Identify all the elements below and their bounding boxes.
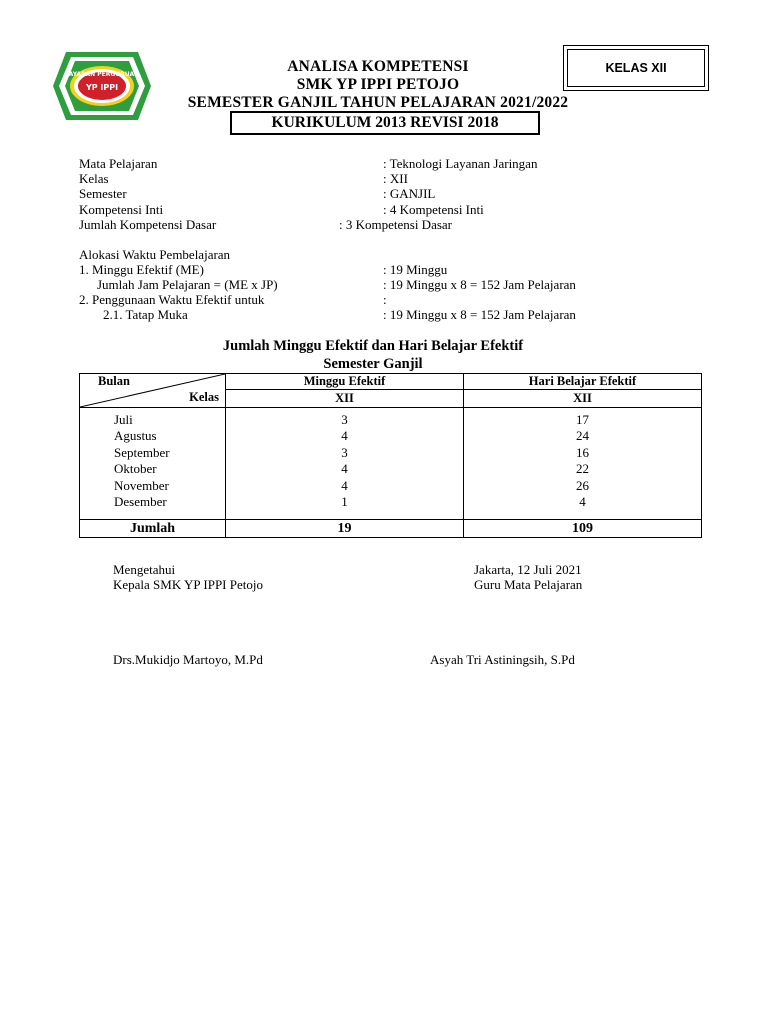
hari-column bbox=[464, 408, 702, 520]
kelas-badge-label: KELAS XII bbox=[567, 49, 705, 87]
title-line-2: SMK YP IPPI PETOJO bbox=[296, 76, 460, 93]
title-line-3: SEMESTER GANJIL TAHUN PELAJARAN 2021/2022 bbox=[187, 94, 569, 111]
effective-days-table bbox=[79, 373, 702, 538]
hari-cell: 24 bbox=[576, 428, 589, 444]
minggu-efektif-value: : 19 Minggu bbox=[383, 262, 448, 277]
month-cell: Juli bbox=[114, 412, 133, 427]
minggu-cell: 4 bbox=[341, 428, 348, 444]
bulan-kelas-header bbox=[80, 374, 226, 408]
guru-name: Asyah Tri Astiningsih, S.Pd bbox=[430, 652, 575, 667]
minggu-cell: 1 bbox=[341, 493, 348, 509]
table-title-line-1: Jumlah Minggu Efektif dan Hari Belajar Efektif bbox=[222, 338, 524, 354]
hari-cell: 22 bbox=[576, 461, 589, 477]
hari-cell: 16 bbox=[576, 444, 589, 460]
semester-label: Semester bbox=[79, 186, 127, 201]
place-date: Jakarta, 12 Juli 2021 bbox=[474, 562, 582, 577]
total-hari: 109 bbox=[464, 520, 702, 538]
month-cell: Oktober bbox=[114, 461, 157, 477]
kompetensi-inti-label: Kompetensi Inti bbox=[79, 202, 164, 217]
header-hari-belajar: Hari Belajar Efektif bbox=[464, 374, 702, 390]
kepala-sekolah-title: Kepala SMK YP IPPI Petojo bbox=[113, 577, 263, 592]
semester-value: : GANJIL bbox=[383, 186, 436, 201]
month-cell: November bbox=[114, 477, 169, 493]
mengetahui-label: Mengetahui bbox=[113, 562, 176, 577]
jam-pelajaran-value: : 19 Minggu x 8 = 152 Jam Pelajaran bbox=[383, 277, 576, 292]
kelas-value: : XII bbox=[383, 171, 408, 186]
title-line-1: ANALISA KOMPETENSI bbox=[287, 58, 469, 75]
table-title-line-2: Semester Ganjil bbox=[323, 356, 423, 372]
tatap-muka-label: 2.1. Tatap Muka bbox=[103, 307, 188, 322]
guru-title: Guru Mata Pelajaran bbox=[474, 577, 583, 592]
mata-pelajaran-value: : Teknologi Layanan Jaringan bbox=[383, 156, 538, 171]
alokasi-label: Alokasi Waktu Pembelajaran bbox=[79, 247, 231, 262]
kelas-label: Kelas bbox=[79, 171, 109, 186]
tatap-muka-value: : 19 Minggu x 8 = 152 Jam Pelajaran bbox=[383, 307, 576, 322]
minggu-efektif-label: 1. Minggu Efektif (ME) bbox=[79, 262, 204, 277]
header-minggu-efektif: Minggu Efektif bbox=[226, 374, 464, 390]
kepala-sekolah-name: Drs.Mukidjo Martoyo, M.Pd bbox=[113, 652, 263, 667]
jam-pelajaran-label: Jumlah Jam Pelajaran = (ME x JP) bbox=[97, 277, 278, 292]
month-cell: Desember bbox=[114, 493, 167, 509]
school-logo bbox=[50, 46, 154, 126]
mata-pelajaran-label: Mata Pelajaran bbox=[79, 156, 158, 171]
minggu-cell: 3 bbox=[341, 412, 348, 427]
total-label: Jumlah bbox=[80, 520, 226, 538]
minggu-cell: 3 bbox=[341, 444, 348, 460]
logo-text-top: YAYASAN PERGURUAN bbox=[64, 71, 140, 78]
kompetensi-dasar-value: : 3 Kompetensi Dasar bbox=[339, 217, 453, 232]
hari-cell: 4 bbox=[579, 493, 586, 509]
total-minggu: 19 bbox=[226, 520, 464, 538]
header-bulan: Bulan bbox=[98, 374, 130, 388]
month-cell: September bbox=[114, 444, 170, 460]
minggu-cell: 4 bbox=[341, 477, 348, 493]
kurikulum-box: KURIKULUM 2013 REVISI 2018 bbox=[230, 111, 540, 135]
sub-minggu: XII bbox=[226, 390, 464, 408]
kelas-badge bbox=[563, 45, 709, 91]
minggu-column bbox=[226, 408, 464, 520]
penggunaan-value: : bbox=[383, 292, 387, 307]
minggu-cell: 4 bbox=[341, 461, 348, 477]
kompetensi-inti-value: : 4 Kompetensi Inti bbox=[383, 202, 484, 217]
kompetensi-dasar-label: Jumlah Kompetensi Dasar bbox=[79, 217, 217, 232]
header-kelas: Kelas bbox=[189, 390, 219, 404]
month-cell: Agustus bbox=[114, 428, 157, 444]
months-column bbox=[80, 408, 226, 520]
penggunaan-label: 2. Penggunaan Waktu Efektif untuk bbox=[79, 292, 265, 307]
sub-hari: XII bbox=[464, 390, 702, 408]
logo-text-mid: YP IPPI bbox=[85, 83, 119, 92]
hari-cell: 17 bbox=[576, 412, 589, 427]
hari-cell: 26 bbox=[576, 477, 589, 493]
